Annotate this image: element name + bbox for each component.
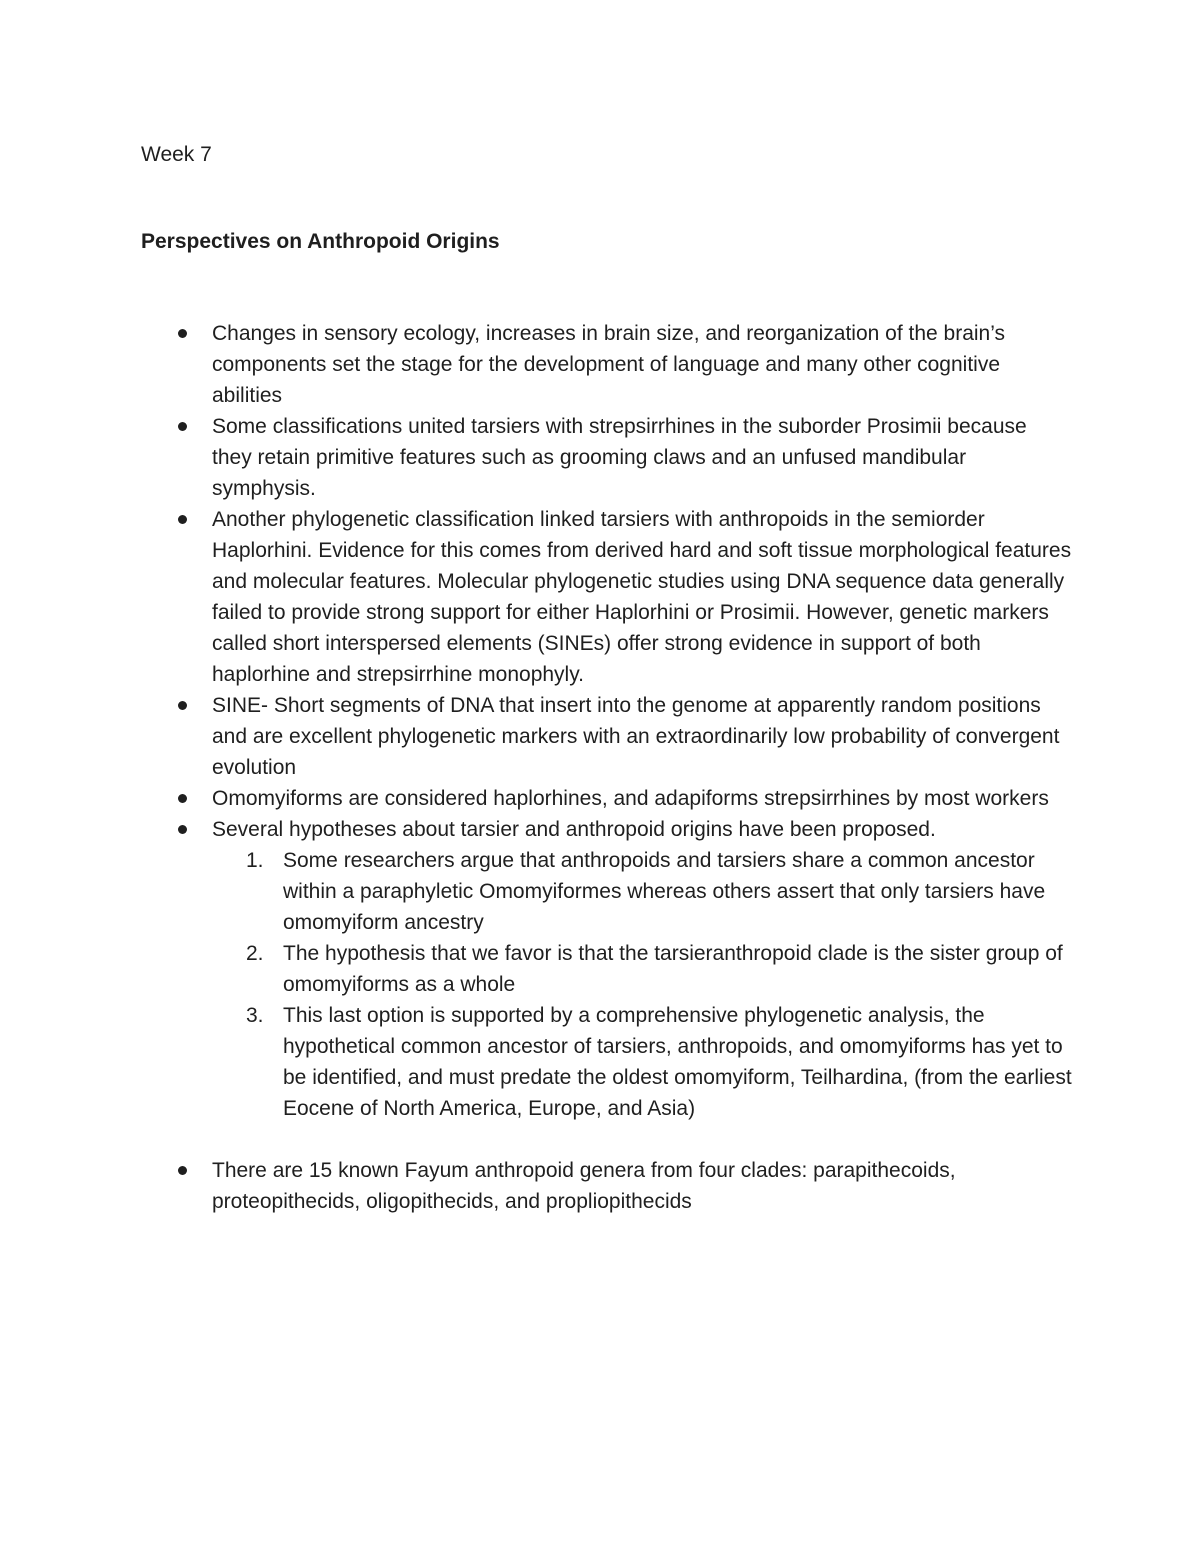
- bullet-item: Omomyiforms are considered haplorhines, and adapiforms strepsirrhines by most workers: [212, 783, 1072, 814]
- numbered-item-text: Some researchers argue that anthropoids and tarsiers share a common ancestor within a paraphyletic Omomyiformes whereas others assert that only tarsiers have omomyiform ancestry: [283, 849, 1046, 934]
- document-title: Perspectives on Anthropoid Origins: [141, 230, 500, 253]
- numbered-list: [212, 845, 1072, 1124]
- numbered-item: [246, 1000, 1072, 1124]
- list-number: 1.: [246, 849, 264, 872]
- numbered-item: [246, 938, 1072, 1000]
- bullet-item-fayum: There are 15 known Fayum anthropoid genera from four clades: parapithecoids, proteopithecids, oligopithecids, and propliopithecids: [212, 1155, 1072, 1217]
- list-number: 2.: [246, 942, 264, 965]
- bullet-item: Some classifications united tarsiers with strepsirrhines in the suborder Prosimii because they retain primitive features such as grooming claws and an unfused mandibular symphysis.: [212, 411, 1072, 504]
- week-label: Week 7: [141, 143, 212, 166]
- list-number: 3.: [246, 1004, 264, 1027]
- bullet-item: Changes in sensory ecology, increases in brain size, and reorganization of the brain’s components set the stage for the development of language and many other cognitive abilities: [212, 318, 1072, 411]
- numbered-item: [246, 845, 1072, 938]
- numbered-item-text: This last option is supported by a comprehensive phylogenetic analysis, the hypothetical common ancestor of tarsiers, anthropoids, and omomyiforms has yet to be identified, and must predate the oldest omomyiform, Teilhardina, (from the earliest Eocene of North America, Europe, and Asia): [283, 1004, 1072, 1120]
- bullet-item-text: Several hypotheses about tarsier and anthropoid origins have been proposed.: [212, 818, 936, 841]
- bullet-item: SINE- Short segments of DNA that insert into the genome at apparently random positions and are excellent phylogenetic markers with an extraordinarily low probability of convergent evolution: [212, 690, 1072, 783]
- numbered-item-text: The hypothesis that we favor is that the tarsieranthropoid clade is the sister group of omomyiforms as a whole: [283, 942, 1063, 996]
- bullet-item-hypotheses: [212, 814, 1072, 1124]
- bullet-item: Another phylogenetic classification linked tarsiers with anthropoids in the semiorder Haplorhini. Evidence for this comes from derived hard and soft tissue morphological features and molecular features. Molecular phylogenetic studies using DNA sequence data generally failed to provide strong support for either Haplorhini or Prosimii. However, genetic markers called short interspersed elements (SINEs) offer strong evidence in support of both haplorhine and strepsirrhine monophyly.: [212, 504, 1072, 690]
- bullet-list: [212, 318, 1072, 1217]
